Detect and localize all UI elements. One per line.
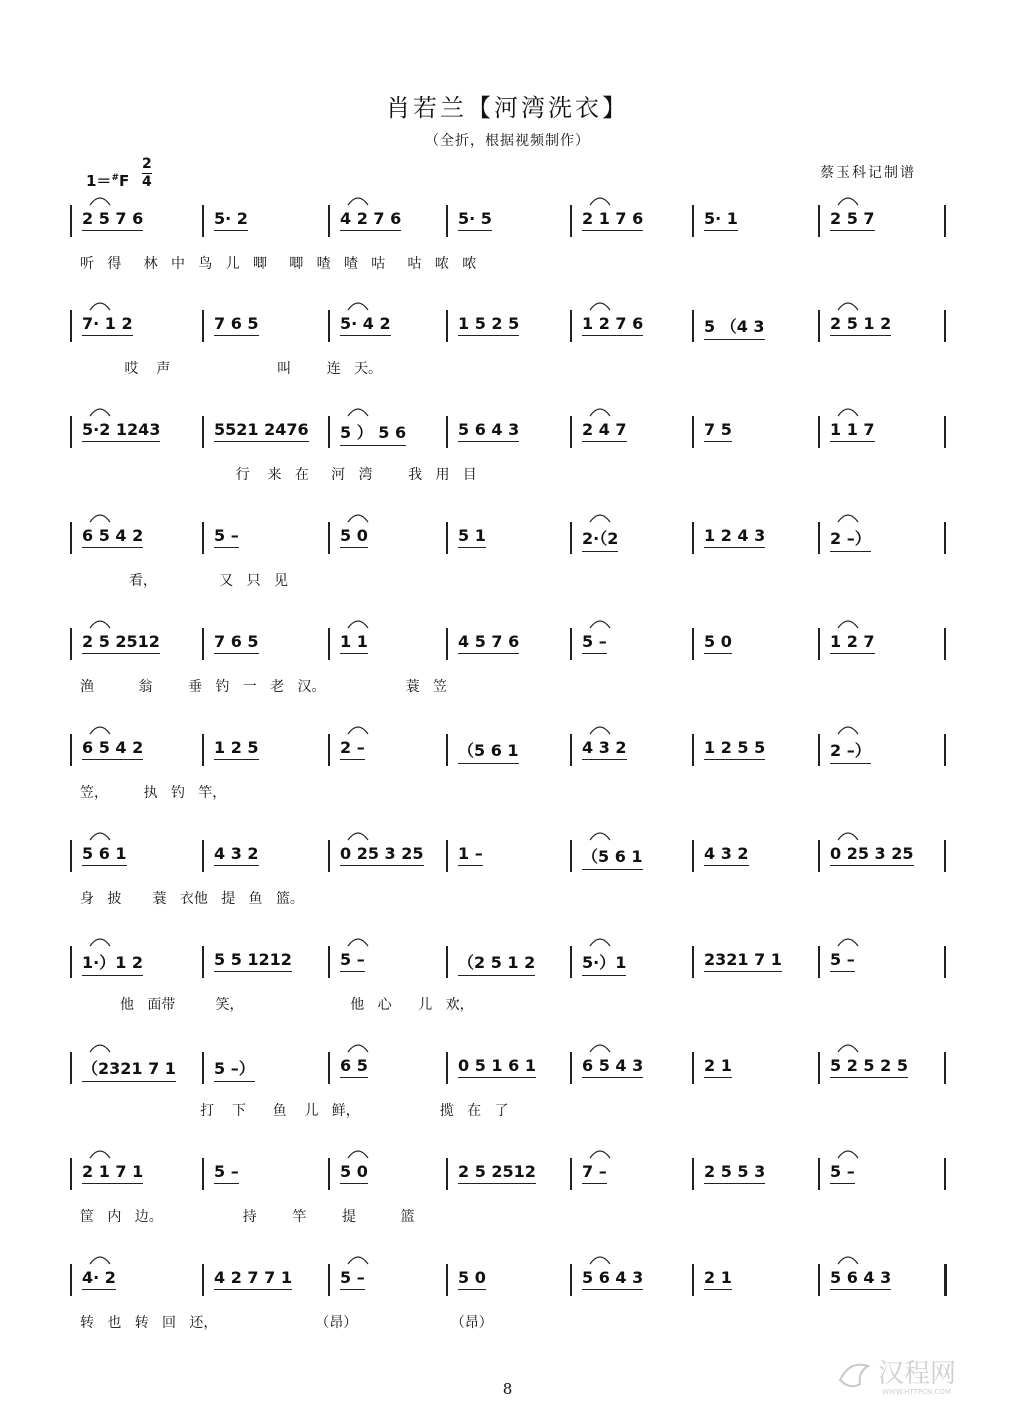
measure	[458, 209, 492, 228]
measure	[830, 526, 871, 549]
measure	[214, 526, 239, 545]
slur-arc	[348, 833, 368, 840]
measure-notes: 5 6 4 3	[582, 1268, 644, 1287]
slur-arc	[838, 1257, 858, 1264]
measure	[214, 1056, 255, 1079]
measure-notes: 7 5	[704, 420, 732, 439]
measure-notes: 5 –	[582, 632, 607, 651]
measure	[704, 738, 765, 757]
slur-arc	[590, 1257, 610, 1264]
measure	[340, 1268, 365, 1287]
measure	[340, 738, 365, 757]
measure	[340, 950, 365, 969]
slur-arc	[90, 198, 110, 205]
measure-notes: 5 –	[830, 1162, 855, 1181]
measure	[458, 1268, 486, 1287]
measure	[582, 420, 627, 439]
measure	[704, 420, 732, 439]
measure-notes: 7 6 5	[214, 314, 259, 333]
measure-notes: （5 6 1	[458, 741, 519, 760]
measure-notes: 2 1	[704, 1268, 732, 1287]
measure	[830, 314, 891, 333]
measure	[82, 1268, 116, 1287]
measure	[704, 844, 749, 863]
measure	[830, 420, 875, 439]
slur-arc	[590, 303, 610, 310]
measure-notes: 5 0	[704, 632, 732, 651]
slur-arc	[348, 1151, 368, 1158]
slur-arc	[838, 303, 858, 310]
slur-arc	[348, 939, 368, 946]
measure-notes: 5 –）	[214, 1059, 255, 1078]
slur-marks	[70, 822, 946, 850]
slur-arc	[348, 303, 368, 310]
page-number: 8	[502, 1380, 513, 1398]
slur-marks	[70, 187, 946, 215]
measure	[458, 950, 535, 973]
measure-notes: 5· 1	[704, 209, 738, 228]
slur-arc	[348, 515, 368, 522]
lyrics-line: 行 来 在 河 湾 我 用 目	[80, 467, 477, 483]
measure	[458, 526, 486, 545]
measure-notes: 1 2 5	[214, 738, 259, 757]
slur-arc	[348, 727, 368, 734]
measure	[582, 1268, 643, 1287]
staff-line	[70, 1254, 946, 1344]
measure	[340, 209, 401, 228]
staff-line	[70, 512, 946, 602]
measure-notes: 0 25 3 25	[340, 844, 424, 863]
slur-arc	[590, 198, 610, 205]
measure	[214, 420, 309, 439]
measure	[82, 314, 133, 333]
measure	[340, 420, 406, 443]
measure	[830, 1056, 908, 1075]
measure-notes: 5 –	[214, 1162, 239, 1181]
measure	[458, 1056, 536, 1075]
measure-notes: 1 2 7 6	[582, 314, 644, 333]
measure-notes: 0 5 1 6 1	[458, 1056, 536, 1075]
slur-arc	[590, 939, 610, 946]
measure-notes: 6 5 4 3	[582, 1056, 644, 1075]
slur-arc	[590, 409, 610, 416]
slur-arc	[590, 1045, 610, 1052]
measure-notes: 6 5 4 2	[82, 738, 144, 757]
measure-notes: 5 2 5 2 5	[830, 1056, 908, 1075]
slur-arc	[348, 621, 368, 628]
measure-notes: 2 1	[704, 1056, 732, 1075]
measure	[704, 209, 738, 228]
slur-arc	[590, 833, 610, 840]
measure-notes: 2 1 7 6	[582, 209, 644, 228]
lyrics-line: 渔 翁 垂 钓 一 老 汉。 蓑 笠	[80, 679, 447, 695]
measure-notes: 5 6 4 3	[830, 1268, 892, 1287]
lyrics-line: 转 也 转 回 还， （昂） （昂）	[80, 1315, 493, 1331]
measure	[458, 844, 483, 863]
slur-arc	[838, 727, 858, 734]
measure-notes: 5 –	[830, 950, 855, 969]
measure-notes: 2·（2	[582, 529, 619, 548]
measure-notes: 6 5 4 2	[82, 526, 144, 545]
slur-arc	[348, 409, 368, 416]
measure	[704, 1162, 765, 1181]
measure	[830, 1268, 891, 1287]
measure	[82, 1056, 176, 1079]
measure	[458, 1162, 536, 1181]
measure-notes: 2 –	[340, 738, 365, 757]
measure-notes: 2 4 7	[582, 420, 627, 439]
measure	[214, 209, 248, 228]
slur-arc	[348, 198, 368, 205]
page-subtitle: （全折，根据视频制作）	[425, 133, 590, 149]
lyrics-line: 看， 又 只 见	[80, 573, 288, 589]
measure-notes: 0 25 3 25	[830, 844, 914, 863]
measure-notes: 5 –	[340, 950, 365, 969]
measure-notes: 2 5 1 2	[830, 314, 892, 333]
slur-arc	[590, 515, 610, 522]
measure-notes: 2 5 5 3	[704, 1162, 766, 1181]
measure-notes: 1 1 7	[830, 420, 875, 439]
measure	[582, 1056, 643, 1075]
slur-arc	[838, 409, 858, 416]
slur-arc	[590, 1151, 610, 1158]
slur-arc	[838, 198, 858, 205]
measure-notes: 5521 2476	[214, 420, 309, 439]
measure-notes: 5· 2	[214, 209, 248, 228]
measure-notes: 1 2 4 3	[704, 526, 766, 545]
measure	[340, 526, 368, 545]
measure-notes: 5 –	[214, 526, 239, 545]
slur-arc	[90, 833, 110, 840]
measure	[340, 1056, 368, 1075]
slur-arc	[838, 1151, 858, 1158]
measure-notes: （2321 7 1	[82, 1059, 176, 1078]
slur-arc	[90, 409, 110, 416]
lyrics-line: 打 下 鱼 儿 鲜， 揽 在 了	[80, 1103, 509, 1119]
measure-notes: 1·）1 2	[82, 953, 144, 972]
staff-line	[70, 936, 946, 1026]
measure	[82, 738, 143, 757]
measure-notes: 5· 4 2	[340, 314, 391, 333]
slur-marks	[70, 504, 946, 532]
measure	[582, 950, 626, 973]
measure-notes: 5 –	[340, 1268, 365, 1287]
measure	[830, 209, 875, 228]
transcriber-credit: 蔡玉科记制谱	[820, 165, 916, 181]
slur-arc	[90, 727, 110, 734]
measure	[582, 844, 643, 867]
measure	[214, 632, 259, 651]
lyrics-line: 身 披 蓑 衣他 提 鱼 篮。	[80, 891, 304, 907]
staff-line	[70, 1148, 946, 1238]
measure-notes: 2 –）	[830, 741, 871, 760]
measure	[704, 632, 732, 651]
staff-line	[70, 724, 946, 814]
lyrics-line: 哎 声 叫 连 天。	[80, 361, 383, 377]
slur-arc	[90, 1151, 110, 1158]
measure	[214, 314, 259, 333]
measure	[340, 632, 368, 651]
measure-notes: 2 5 7	[830, 209, 875, 228]
slur-arc	[90, 1257, 110, 1264]
slur-arc	[90, 1045, 110, 1052]
measure	[704, 314, 765, 337]
measure-notes: 5 6 4 3	[458, 420, 520, 439]
measure-notes: 5· 5	[458, 209, 492, 228]
measure-notes: （2 5 1 2	[458, 953, 536, 972]
measure-notes: 5·2 1243	[82, 420, 161, 439]
measure-notes: 7· 1 2	[82, 314, 133, 333]
measure	[82, 632, 160, 651]
lyrics-line: 笠， 执 钓 竿，	[80, 785, 227, 801]
staff-line	[70, 300, 946, 390]
measure	[340, 1162, 368, 1181]
measure-notes: 6 5	[340, 1056, 368, 1075]
measure	[704, 1268, 732, 1287]
key-signature: 1＝#F	[86, 172, 130, 190]
measure	[582, 314, 643, 333]
measure-notes: 2 –）	[830, 529, 871, 548]
time-signature: 2 4	[142, 156, 152, 190]
slur-arc	[590, 621, 610, 628]
slur-arc	[838, 939, 858, 946]
measure-notes: 4 3 2	[582, 738, 627, 757]
slur-arc	[90, 303, 110, 310]
measure	[830, 738, 871, 761]
measure-notes: 1 2 7	[830, 632, 875, 651]
measure	[340, 314, 391, 333]
measure	[214, 950, 292, 969]
measure	[582, 632, 607, 651]
measure-notes: 2321 7 1	[704, 950, 782, 969]
measure-notes: 2 5 7 6	[82, 209, 144, 228]
measure-notes: 2 5 2512	[458, 1162, 536, 1181]
staff-line	[70, 1042, 946, 1132]
measure-notes: 2 1 7 1	[82, 1162, 144, 1181]
measure-notes: 2 5 2512	[82, 632, 160, 651]
measure	[582, 526, 618, 549]
page-title: 肖若兰【河湾洗衣】	[386, 94, 629, 122]
slur-arc	[838, 1045, 858, 1052]
measure	[830, 950, 855, 969]
measure	[82, 526, 143, 545]
lyrics-line: 筐 内 边。 持 竿 提 篮	[80, 1209, 415, 1225]
measure	[830, 632, 875, 651]
measure-notes: 4 3 2	[704, 844, 749, 863]
measure-notes: 4 2 7 7 1	[214, 1268, 292, 1287]
measure-notes: 4· 2	[82, 1268, 116, 1287]
measure	[340, 844, 424, 863]
measure-notes: 1 1	[340, 632, 368, 651]
slur-arc	[90, 939, 110, 946]
slur-arc	[838, 621, 858, 628]
staff-line	[70, 195, 946, 285]
measure	[704, 526, 765, 545]
slur-arc	[838, 515, 858, 522]
measure-notes: 5 ） 5 6	[340, 423, 407, 442]
measure-notes: 5 0	[340, 1162, 368, 1181]
measure-notes: 1 –	[458, 844, 483, 863]
measure	[458, 738, 519, 761]
measure	[82, 844, 127, 863]
slur-arc	[590, 727, 610, 734]
measure-notes: 5 6 1	[82, 844, 127, 863]
staff-line	[70, 618, 946, 708]
watermark-text: 汉程网	[878, 1359, 957, 1389]
watermark-logo	[830, 1350, 1000, 1398]
measure-notes: （5 6 1	[582, 847, 643, 866]
measure	[704, 950, 782, 969]
measure	[582, 738, 627, 757]
measure-notes: 4 2 7 6	[340, 209, 402, 228]
staff-line	[70, 406, 946, 496]
measure	[458, 420, 519, 439]
slur-arc	[348, 1257, 368, 1264]
measure	[82, 420, 160, 439]
measure-notes: 5 5 1212	[214, 950, 292, 969]
measure-notes: 5·）1	[582, 953, 627, 972]
measure-notes: 7 6 5	[214, 632, 259, 651]
measure-notes: 5 （4 3	[704, 317, 765, 336]
measure-notes: 4 3 2	[214, 844, 259, 863]
measure	[704, 1056, 732, 1075]
measure-notes: 4 5 7 6	[458, 632, 520, 651]
measure	[582, 1162, 607, 1181]
slur-arc	[348, 1045, 368, 1052]
measure	[582, 209, 643, 228]
measure	[214, 1162, 239, 1181]
lyrics-line: 听 得 林 中 鸟 儿 唧 唧 喳 喳 咕 咕 哝 哝	[80, 256, 477, 272]
slur-arc	[838, 833, 858, 840]
measure	[214, 738, 259, 757]
measure	[458, 632, 519, 651]
measure-notes: 1 5 2 5	[458, 314, 520, 333]
measure	[458, 314, 519, 333]
measure	[214, 844, 259, 863]
measure	[82, 1162, 143, 1181]
slur-arc	[90, 515, 110, 522]
measure	[82, 950, 143, 973]
measure	[82, 209, 143, 228]
measure-notes: 7 –	[582, 1162, 607, 1181]
measure-notes: 5 0	[458, 1268, 486, 1287]
measure	[830, 844, 914, 863]
slur-arc	[90, 621, 110, 628]
measure-notes: 1 2 5 5	[704, 738, 766, 757]
measure	[214, 1268, 292, 1287]
staff-line	[70, 830, 946, 920]
measure-notes: 5 1	[458, 526, 486, 545]
slur-marks	[70, 1246, 946, 1274]
lyrics-line: 他 面带 笑， 他 心 儿 欢，	[80, 997, 474, 1013]
measure	[830, 1162, 855, 1181]
watermark-url: WWW.HTTPCN.COM	[882, 1388, 951, 1396]
measure-notes: 5 0	[340, 526, 368, 545]
